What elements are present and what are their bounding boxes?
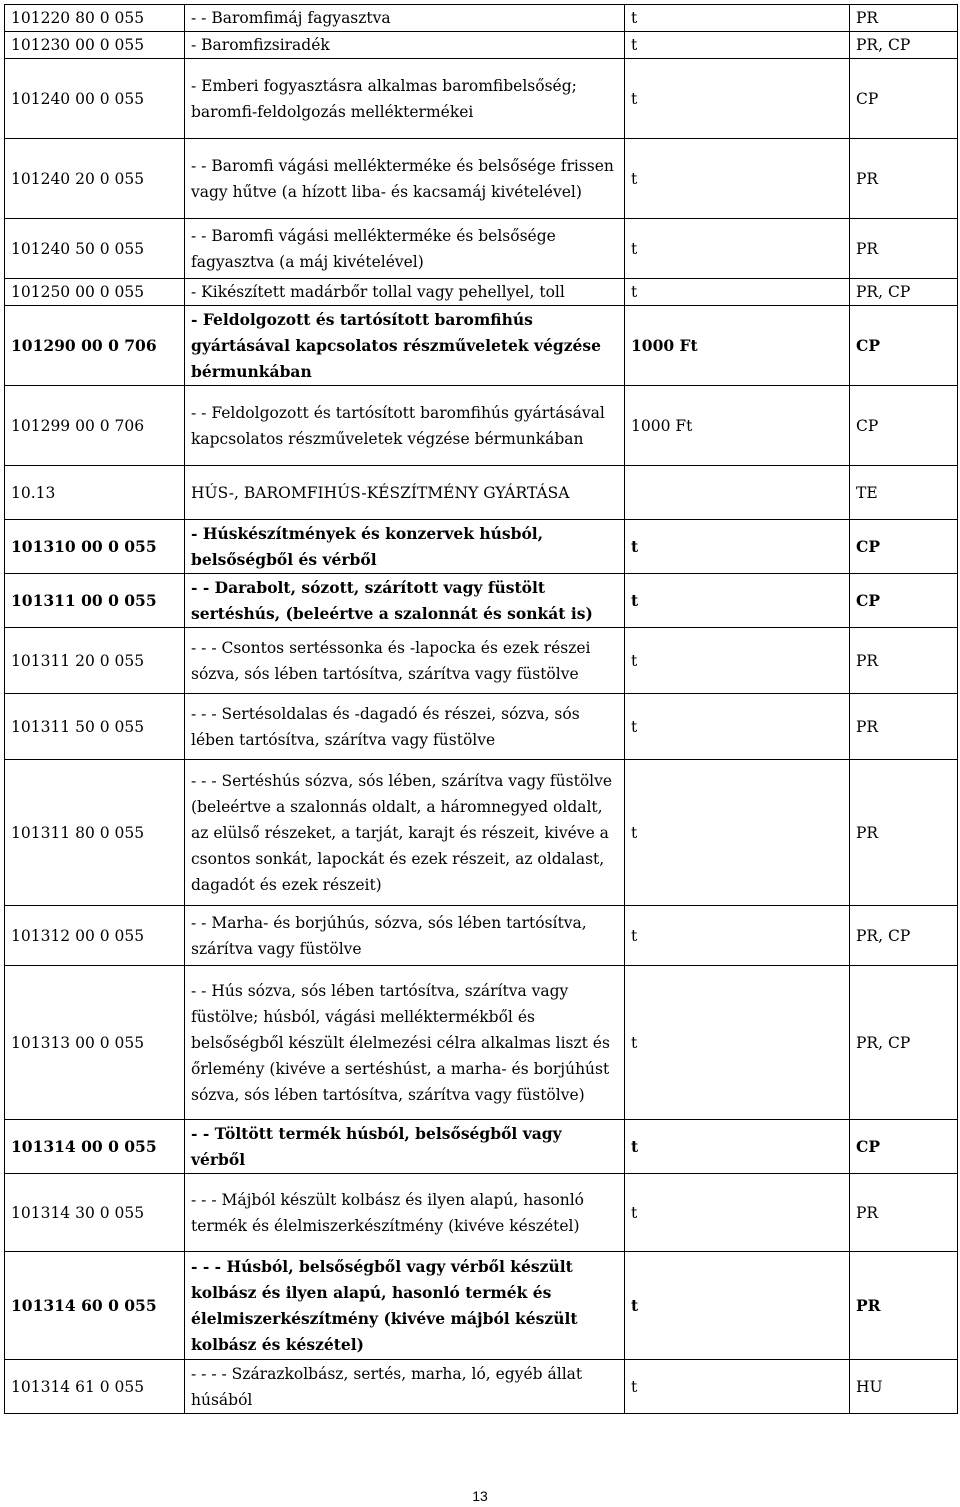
product-description-cell: - Emberi fogyasztásra alkalmas baromfibelsőség; baromfi-feldolgozás melléktermékei [185, 59, 625, 139]
statistics-cell: PR [850, 5, 958, 32]
unit-cell: t [625, 1174, 850, 1252]
table-row [5, 628, 958, 694]
product-code-cell: 101299 00 0 706 [5, 386, 185, 466]
table-row [5, 760, 958, 906]
table-row [5, 139, 958, 219]
table-row [5, 219, 958, 279]
product-code-cell: 101290 00 0 706 [5, 306, 185, 386]
product-description-cell: - - Baromfi vágási mellékterméke és belsősége frissen vagy hűtve (a hízott liba- és kacsamáj kivételével) [185, 139, 625, 219]
statistics-cell: PR [850, 219, 958, 279]
statistics-cell: CP [850, 306, 958, 386]
product-description-cell: - - Feldolgozott és tartósított baromfihús gyártásával kapcsolatos részműveletek végzése bérmunkában [185, 386, 625, 466]
statistics-cell: CP [850, 1120, 958, 1174]
unit-cell: 1000 Ft [625, 386, 850, 466]
product-code-cell: 10.13 [5, 466, 185, 520]
product-code-cell: 101220 80 0 055 [5, 5, 185, 32]
statistics-cell: CP [850, 59, 958, 139]
table-row [5, 520, 958, 574]
table-row [5, 466, 958, 520]
table-row [5, 1174, 958, 1252]
page-number: 13 [472, 1488, 488, 1504]
unit-cell: t [625, 574, 850, 628]
product-code-cell: 101312 00 0 055 [5, 906, 185, 966]
table-row [5, 279, 958, 306]
product-description-cell: - - Baromfi vágási mellékterméke és belsősége fagyasztva (a máj kivételével) [185, 219, 625, 279]
product-description-cell: HÚS-, BAROMFIHÚS-KÉSZÍTMÉNY GYÁRTÁSA [185, 466, 625, 520]
unit-cell: t [625, 694, 850, 760]
statistics-cell: PR [850, 760, 958, 906]
statistics-cell: CP [850, 574, 958, 628]
table-row [5, 694, 958, 760]
product-code-cell: 101313 00 0 055 [5, 966, 185, 1120]
statistics-cell: PR [850, 628, 958, 694]
statistics-cell: PR [850, 1252, 958, 1360]
table-row [5, 906, 958, 966]
statistics-cell: CP [850, 520, 958, 574]
unit-cell: t [625, 760, 850, 906]
unit-cell: t [625, 628, 850, 694]
table-row [5, 1252, 958, 1360]
unit-cell: 1000 Ft [625, 306, 850, 386]
table-row [5, 306, 958, 386]
product-code-cell: 101311 00 0 055 [5, 574, 185, 628]
statistics-cell: PR, CP [850, 32, 958, 59]
unit-cell: t [625, 1252, 850, 1360]
product-code-cell: 101314 61 0 055 [5, 1360, 185, 1414]
product-code-cell: 101230 00 0 055 [5, 32, 185, 59]
product-code-table [4, 4, 958, 1414]
table-row [5, 59, 958, 139]
table-row [5, 5, 958, 32]
product-code-cell: 101240 20 0 055 [5, 139, 185, 219]
product-description-cell: - - Darabolt, sózott, szárított vagy füstölt sertéshús, (beleértve a szalonnát és sonkát is) [185, 574, 625, 628]
product-code-cell: 101314 30 0 055 [5, 1174, 185, 1252]
product-code-cell: 101311 20 0 055 [5, 628, 185, 694]
product-description-cell: - Feldolgozott és tartósított baromfihús gyártásával kapcsolatos részműveletek végzése bérmunkában [185, 306, 625, 386]
unit-cell: t [625, 279, 850, 306]
product-description-cell: - Kikészített madárbőr tollal vagy pehellyel, toll [185, 279, 625, 306]
statistics-cell: PR [850, 694, 958, 760]
product-description-cell: - - - - Szárazkolbász, sertés, marha, ló, egyéb állat húsából [185, 1360, 625, 1414]
statistics-cell: PR [850, 139, 958, 219]
unit-cell: t [625, 219, 850, 279]
unit-cell: t [625, 966, 850, 1120]
unit-cell: t [625, 59, 850, 139]
product-description-cell: - - Baromfimáj fagyasztva [185, 5, 625, 32]
table-row [5, 32, 958, 59]
product-code-cell: 101314 00 0 055 [5, 1120, 185, 1174]
product-code-cell: 101310 00 0 055 [5, 520, 185, 574]
statistics-cell: PR, CP [850, 279, 958, 306]
product-code-cell: 101311 50 0 055 [5, 694, 185, 760]
unit-cell: t [625, 1120, 850, 1174]
product-description-cell: - - - Sertésoldalas és -dagadó és részei, sózva, sós lében tartósítva, szárítva vagy füstölve [185, 694, 625, 760]
unit-cell: t [625, 5, 850, 32]
product-description-cell: - - - Húsból, belsőségből vagy vérből készült kolbász és ilyen alapú, hasonló termék és élelmiszerkészítmény (kivéve májból készült kolbász és készétel) [185, 1252, 625, 1360]
product-code-cell: 101311 80 0 055 [5, 760, 185, 906]
unit-cell: t [625, 520, 850, 574]
product-code-cell: 101314 60 0 055 [5, 1252, 185, 1360]
statistics-cell: CP [850, 386, 958, 466]
product-description-cell: - - Hús sózva, sós lében tartósítva, szárítva vagy füstölve; húsból, vágási melléktermékből és belsőségből készült élelmezési célra alkalmas liszt és őrlemény (kivéve a sertéshúst, a marha- és borjúhúst sózva, sós lében tartósítva, szárítva vagy füstölve) [185, 966, 625, 1120]
unit-cell: t [625, 32, 850, 59]
statistics-cell: HU [850, 1360, 958, 1414]
unit-cell [625, 466, 850, 520]
product-description-cell: - - - Májból készült kolbász és ilyen alapú, hasonló termék és élelmiszerkészítmény (kivéve készétel) [185, 1174, 625, 1252]
product-code-cell: 101240 50 0 055 [5, 219, 185, 279]
product-description-cell: - - - Sertéshús sózva, sós lében, szárítva vagy füstölve (beleértve a szalonnás oldalt, a háromnegyed oldalt, az elülső részeket, a tarját, karajt és részeit, kivéve a csontos sonkát, lapockát és ezek részeit, az oldalast, dagadót és ezek részeit) [185, 760, 625, 906]
product-description-cell: - - Töltött termék húsból, belsőségből vagy vérből [185, 1120, 625, 1174]
table-row [5, 386, 958, 466]
product-description-cell: - - - Csontos sertéssonka és -lapocka és ezek részei sózva, sós lében tartósítva, szárítva vagy füstölve [185, 628, 625, 694]
product-description-cell: - Baromfizsiradék [185, 32, 625, 59]
table-row [5, 1360, 958, 1414]
table-body [5, 5, 958, 1414]
statistics-cell: PR, CP [850, 966, 958, 1120]
table-row [5, 966, 958, 1120]
product-code-cell: 101240 00 0 055 [5, 59, 185, 139]
statistics-cell: PR [850, 1174, 958, 1252]
product-description-cell: - Húskészítmények és konzervek húsból, belsőségből és vérből [185, 520, 625, 574]
unit-cell: t [625, 139, 850, 219]
unit-cell: t [625, 1360, 850, 1414]
statistics-cell: TE [850, 466, 958, 520]
table-row [5, 574, 958, 628]
unit-cell: t [625, 906, 850, 966]
product-code-cell: 101250 00 0 055 [5, 279, 185, 306]
product-description-cell: - - Marha- és borjúhús, sózva, sós lében tartósítva, szárítva vagy füstölve [185, 906, 625, 966]
statistics-cell: PR, CP [850, 906, 958, 966]
table-row [5, 1120, 958, 1174]
